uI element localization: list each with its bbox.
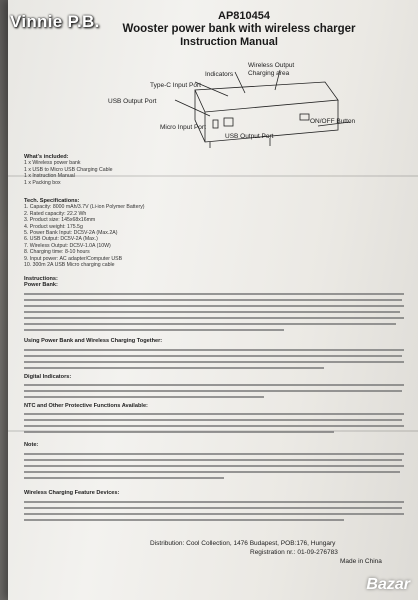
model-number: AP810454 bbox=[218, 10, 270, 22]
text-block-4 bbox=[24, 410, 408, 438]
digital-indicators-section bbox=[24, 374, 408, 380]
list-item: 10. 300m 2A USB Micro charging cable bbox=[24, 262, 115, 269]
watermark-top: Vinnie P.B. bbox=[10, 12, 100, 31]
protective-functions-section bbox=[24, 403, 408, 409]
note-section bbox=[24, 442, 408, 448]
label-micro-input: Micro Input Port bbox=[160, 124, 206, 131]
list-item: 9. Input power: AC adapter/Computer USB bbox=[24, 255, 123, 262]
watermark-bottom: Bazar bbox=[366, 576, 410, 593]
registration-line: Registration nr.: 01-09-276783 bbox=[250, 549, 338, 556]
list-item: 1 x USB to Micro USB Charging Cable bbox=[24, 166, 113, 173]
digital-indicators-subheading: Digital Indicators: bbox=[24, 374, 72, 380]
devices-heading: Wireless Charging Feature Devices: bbox=[24, 490, 120, 496]
combined-use-section bbox=[24, 338, 408, 344]
label-type-c: Type-C Input Port bbox=[150, 82, 201, 89]
list-item: 5. Power Bank Input: DC5V-2A (Max.2A) bbox=[24, 230, 118, 237]
text-block-2 bbox=[24, 346, 408, 374]
note-heading: Note: bbox=[24, 442, 39, 448]
specs-heading: Tech. Specifications: bbox=[24, 198, 80, 204]
manual-title: Wooster power bank with wireless charger bbox=[122, 23, 356, 35]
label-indicators: Indicators bbox=[205, 71, 234, 78]
combined-use-subheading: Using Power Bank and Wireless Charging Together: bbox=[24, 338, 163, 344]
list-item: 2. Rated capacity: 22.2 Wh bbox=[24, 210, 87, 217]
manual-subtitle: Instruction Manual bbox=[180, 36, 278, 48]
list-item: 1. Capacity: 8000 mAh/3.7V (Li-ion Polymer Battery) bbox=[24, 204, 145, 211]
distribution-footer bbox=[150, 540, 410, 565]
instructions-section bbox=[24, 276, 408, 289]
label-usb-output-2: USB Output Port bbox=[225, 133, 274, 140]
distribution-line: Distribution: Cool Collection, 1476 Budapest, POB:176, Hungary bbox=[150, 540, 336, 547]
devices-section bbox=[24, 490, 408, 496]
manual-header bbox=[0, 10, 418, 48]
label-charging-area: Charging area bbox=[248, 70, 290, 77]
list-item: 1 x Instruction Manual bbox=[24, 173, 75, 180]
text-block-6 bbox=[24, 498, 408, 526]
list-item: 7. Wireless Output: DC5V-1.0A (10W) bbox=[24, 242, 111, 249]
specs-section bbox=[24, 198, 408, 268]
list-item: 6. USB Output: DC5V-2A (Max.) bbox=[24, 236, 98, 243]
included-heading: What's included: bbox=[24, 154, 69, 160]
text-block-3 bbox=[24, 381, 408, 403]
product-diagram bbox=[100, 60, 356, 150]
list-item: 1 x Wireless power bank bbox=[24, 160, 81, 167]
list-item: 8. Charging time: 8-10 hours bbox=[24, 249, 90, 256]
included-section bbox=[24, 154, 408, 186]
label-on-off: ON/OFF Button bbox=[310, 118, 356, 125]
list-item: 3. Product size: 145x68x16mm bbox=[24, 217, 96, 224]
text-block-1 bbox=[24, 290, 408, 336]
label-wireless-output: Wireless Output bbox=[248, 62, 295, 69]
instructions-heading: Instructions: bbox=[24, 276, 58, 282]
power-bank-subheading: Power Bank: bbox=[24, 282, 58, 289]
made-in-line: Made in China bbox=[340, 558, 382, 565]
list-item: 4. Product weight: 175.5g bbox=[24, 223, 83, 230]
label-usb-output: USB Output Port bbox=[108, 98, 157, 105]
protective-functions-subheading: NTC and Other Protective Functions Available: bbox=[24, 403, 148, 409]
list-item: 1 x Packing box bbox=[24, 179, 61, 186]
text-block-5 bbox=[24, 450, 408, 484]
